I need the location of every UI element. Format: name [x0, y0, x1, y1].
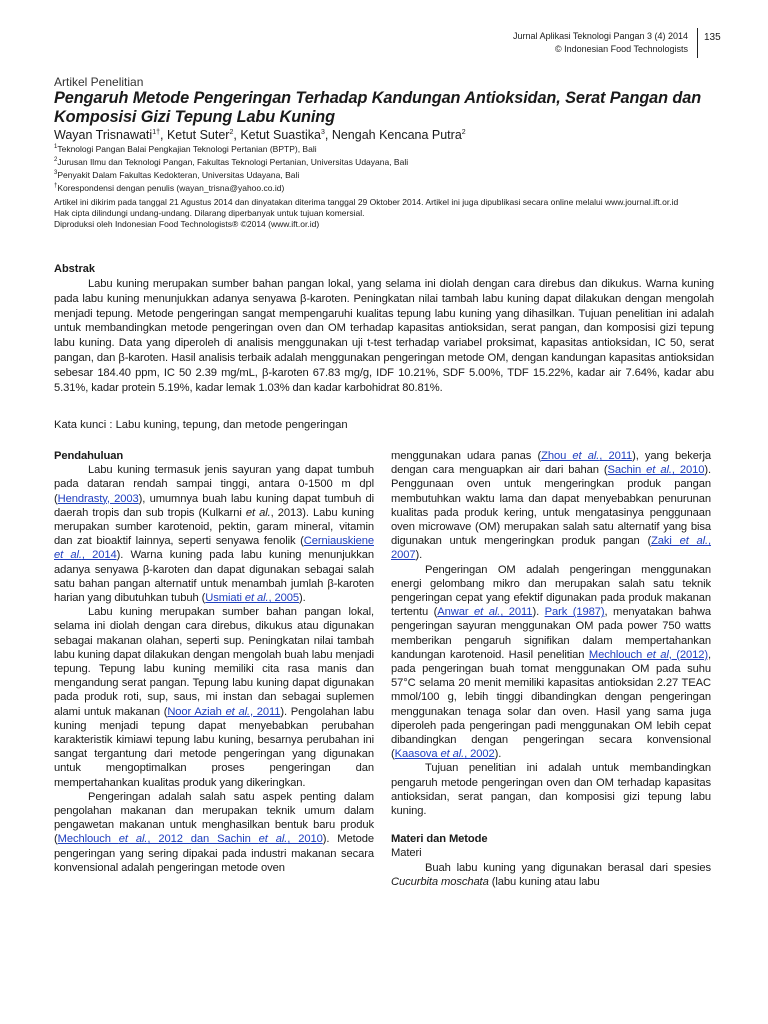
- text-run: ).: [532, 606, 545, 619]
- citation-link[interactable]: et al: [646, 648, 669, 661]
- text-run: Pengeringan adalah salah satu aspek penting dalam pengolahan makanan dan merupakan teknik umum dalam pengawetan makanan untuk menghasilkan bentuk baru produk (: [54, 790, 374, 846]
- author-name: Ketut Suter: [166, 128, 230, 143]
- author-affiliation-mark: 2: [461, 129, 466, 136]
- page-number: 135: [704, 32, 721, 43]
- affiliation-mark: 1: [54, 144, 58, 150]
- citation-link[interactable]: Usmiati: [205, 592, 245, 605]
- text-run: ). Warna kuning pada labu kuning menunjukkan adanya senyawa β-karoten dan dapat digunakan sebagai salah satu bahan pangan alternatif untuk menambah jumlah β-karoten harian yang dibutuhkan tubuh (: [54, 549, 374, 605]
- text-run: Labu kuning termasuk jenis sayuran yang dapat tumbuh pada dataran rendah sampai tinggi, antara 0-1500 m dpl (: [54, 464, 374, 505]
- citation-link[interactable]: Park (1987): [544, 606, 605, 619]
- text-run: menggunakan udara panas (: [391, 450, 542, 462]
- abstract-heading: Abstrak: [54, 263, 95, 275]
- article-title: Pengaruh Metode Pengeringan Terhadap Kandungan Antioksidan, Serat Pangan dan Komposisi Gizi Tepung Labu Kuning: [54, 89, 702, 126]
- abstract-text: Labu kuning merupakan sumber bahan pangan lokal, yang selama ini diolah dengan cara direbus dan dikukus. Warna kuning pada labu kuning menunjukkan adanya senyawa β-karoten. Peningkatan nilai tambah labu kuning dapat dilakukan dengan mengolah menjadi tepung. Metode pengeringan sangat mempengaruhi kualitas tepung labu kuning yang dihasilkan. Tujuan penelitian ini adalah untuk membandingkan metode pengeringan oven dan OM terhadap kapasitas antioksidan, serat pangan, dan komposisi gizi tepung labu kuning. Data yang diperoleh di analisis menggunakan uji t-test terhadap variabel proksimat, kapasitas antioksidan, IC 50, serat pangan, dan β-karoten. Hasil analisis terbaik adalah menggunakan pengeringan metode OM, dengan kandungan kapasitas antioksidan sebesar 184.40 ppm, IC 50 2.39 mg/mL, β-karoten 67.83 mg/g, IDF 10.21%, SDF 5.00%, TDF 15.22%, kadar air 7.64%, kadar abu 5.31%, kadar protein 5.19%, kadar lemak 1.03% dan kadar karbohidrat 80.81%.: [54, 278, 714, 394]
- affiliation-line: [54, 181, 714, 194]
- citation-link[interactable]: Hendrasty, 2003: [57, 492, 139, 505]
- affiliation-text: Teknologi Pangan Balai Pengkajian Teknologi Pertanian (BPTP), Bali: [57, 143, 317, 154]
- citation-link[interactable]: et al.: [646, 464, 672, 477]
- affiliation-line: [54, 155, 714, 168]
- citation-link[interactable]: , 2005: [268, 592, 300, 605]
- text-run: , pada pengeringan buah tomat menggunakan OM pada suhu 57°C selama 20 menit memiliki kapasitas antioksidan 2.27 TEAC mmol/100 g, lebih tinggi dibandingkan dengan pengeringan menggunakan tenaga solar dan oven. Hasil yang sama juga diperoleh pada pengeringan padi menggunakan OM lebih cepat dibandingkan dengan pengeringan secara konvensional (: [391, 648, 711, 761]
- citation-link[interactable]: Kaasova: [394, 748, 441, 761]
- text-run: et al.: [245, 506, 271, 519]
- citation-link[interactable]: , (2012): [668, 648, 708, 661]
- citation-link[interactable]: , 2012 dan Sachin: [147, 833, 259, 846]
- citation-link[interactable]: Noor Aziah: [167, 705, 226, 718]
- text-run: Buah labu kuning yang digunakan berasal dari spesies: [425, 861, 711, 874]
- citation-link[interactable]: Mechlouch: [57, 833, 119, 846]
- citation-link[interactable]: , 2010: [671, 464, 705, 477]
- left-column: [54, 449, 374, 875]
- citation-link[interactable]: et al.: [118, 833, 148, 846]
- text-run: Cucurbita moschata: [391, 875, 489, 888]
- citation-link[interactable]: Sachin: [607, 464, 647, 477]
- citation-link[interactable]: , 2011: [599, 450, 633, 462]
- text-run: Tujuan penelitian ini adalah untuk membandingkan pengaruh metode pengeringan oven dan OM terhadap kapasitas antioksidan, serat pangan, dan komposisi gizi tepung labu kuning.: [391, 762, 711, 818]
- citation-link[interactable]: Mechlouch: [588, 648, 647, 661]
- author-affiliation-mark: 1†: [152, 129, 160, 136]
- text-run: ). Pengolahan labu kuning menjadi tepung dapat menyebabkan perubahan karakteristik kimiawi tepung labu kuning, besarnya perubahan ini sangat tergantung dari metode pengeringan yang digunakan untuk mengoptimalkan proses pengeringan dan mempertahankan kualitas produk yang dikeringkan.: [54, 705, 375, 789]
- copyright-line: © Indonesian Food Technologists: [554, 44, 688, 54]
- text-run: , 2013). Labu kuning merupakan sumber karotenoid, pektin, garam mineral, vitamin dan zat bioaktif lainnya, seperti senyawa fenolik (: [54, 506, 375, 548]
- author-name: Ketut Suastika: [240, 128, 321, 143]
- citation-link[interactable]: et al.: [244, 592, 269, 605]
- paragraph: [391, 861, 711, 889]
- text-run: Pengeringan OM adalah pengeringan menggunakan energi gelombang mikro dan merupakan salah satu teknik pengeringan cepat yang efektif digunakan pada produk makanan tertentu (: [391, 563, 711, 619]
- keywords: Kata kunci : Labu kuning, tepung, dan metode pengeringan: [54, 419, 348, 431]
- affiliation-line: [54, 168, 714, 181]
- author-affiliation-mark: 2: [229, 129, 234, 136]
- spacer: [391, 818, 711, 832]
- author-list: Wayan Trisnawati$^{1\dagger}$, Ketut Suter$^2$, Ketut Suastika$^3$, Nengah Kencana Putra$^2$: [54, 128, 466, 143]
- citation-link[interactable]: , 2007: [391, 535, 712, 562]
- author-affiliation-mark: 3: [320, 129, 325, 136]
- citation-link[interactable]: , 2011: [249, 705, 281, 718]
- affiliations: [54, 142, 714, 230]
- citation-link[interactable]: Zhou: [541, 450, 573, 462]
- paragraph: [54, 790, 374, 875]
- citation-link[interactable]: Anwar: [437, 606, 475, 619]
- citation-link[interactable]: et al.: [679, 535, 708, 548]
- citation-link[interactable]: et al.: [54, 549, 82, 562]
- right-column: [391, 449, 711, 889]
- paragraph: [391, 563, 711, 762]
- header-divider: [697, 28, 698, 58]
- citation-link[interactable]: Cerniauskiene: [303, 535, 374, 548]
- paragraph: [54, 463, 374, 605]
- citation-link[interactable]: et al.: [474, 606, 501, 619]
- article-note: Diproduksi oleh Indonesian Food Technologists® ©2014 (www.ift.or.id): [54, 219, 320, 230]
- article-note: Artikel ini dikirim pada tanggal 21 Agustus 2014 dan dinyatakan diterima tanggal 29 Oktober 2014. Artikel ini juga dipublikasi secara online melalui www.journal.ift.or.id: [54, 196, 679, 207]
- citation-link[interactable]: , 2011: [500, 606, 533, 619]
- text-run: ).: [415, 549, 423, 562]
- article-note: Hak cipta dilindungi undang-undang. Dilarang diperbanyak untuk tujuan komersial.: [54, 207, 365, 218]
- affiliation-mark: 2: [54, 157, 58, 164]
- affiliation-mark: 3: [54, 170, 58, 177]
- article-type: Artikel Penelitian: [54, 75, 144, 89]
- text-run: Labu kuning merupakan sumber bahan pangan lokal, selama ini diolah dengan cara direbus, dikukus atau digunakan sebagai makanan olahan, seperti sup. Peningkatan nilai tambah labu kuning dapat dilakukan dengan mengolah buah labu menjadi tepung. Tepung labu kuning memiliki cita rasa manis dan mengandung serat pangan. Tepung labu kuning dapat digunakan pada produk roti, sup, saus, mi instan dan sebagai suplemen alami untuk makanan (: [54, 606, 374, 718]
- text-run: ). Metode pengeringan yang sering dipakai pada industri makanan secara konvensional adalah pengeringan metode oven: [54, 833, 374, 874]
- citation-link[interactable]: , 2010: [287, 833, 323, 846]
- text-run: ).: [494, 748, 502, 761]
- text-run: ). Penggunaan oven untuk mengeringkan produk pangan membutuhkan waktu lama dan dapat menyebabkan penurunan kualitas pada produk kering, untuk mengatasinya penggunaan oven microwave (OM) merupakan salah satu alternatif yang bisa digunakan untuk mengeringkan produk pangan (: [391, 464, 711, 548]
- text-run: (labu kuning atau labu: [488, 875, 600, 888]
- text-run: ), umumnya buah labu kuning dapat tumbuh di daerah tropis dan sub tropis (Kulkarni: [54, 492, 374, 519]
- citation-link[interactable]: , 2002: [464, 748, 495, 761]
- paragraph: [54, 605, 374, 790]
- citation-link[interactable]: , 2014: [81, 549, 117, 562]
- journal-header: [480, 30, 688, 56]
- paragraph: [391, 449, 711, 563]
- subsection-heading-materials: Materi: [391, 847, 422, 860]
- author-name: Wayan Trisnawati: [54, 128, 153, 143]
- affiliation-text: Korespondensi dengan penulis (wayan_trisna@yahoo.co.id): [57, 183, 285, 194]
- affiliation-text: Penyakit Dalam Fakultas Kedokteran, Universitas Udayana, Bali: [57, 170, 300, 181]
- section-heading-methods: Materi dan Metode: [391, 833, 488, 846]
- section-heading-introduction: Pendahuluan: [54, 450, 124, 462]
- affiliation-mark: †: [54, 183, 58, 190]
- paragraph: [391, 761, 711, 818]
- citation-link[interactable]: et al.: [572, 450, 600, 462]
- text-run: ).: [299, 592, 306, 605]
- citation-link[interactable]: et al.: [225, 705, 250, 718]
- affiliation-line: [54, 142, 714, 155]
- text-run: ), yang bekerja dengan cara menguapkan air dari bahan (: [391, 450, 711, 477]
- affiliation-text: Jurusan Ilmu dan Teknologi Pangan, Fakultas Teknologi Pertanian, Universitas Udayana, Bali: [57, 156, 409, 167]
- text-run: , menyatakan bahwa pengeringan sayuran menggunakan OM pada power 750 watts memberikan pengaruh signifikan dalam mempertahankan kandungan karotenoid. Hasil penelitian: [391, 606, 711, 661]
- author-name: Nengah Kencana Putra: [331, 128, 462, 143]
- citation-link[interactable]: et al.: [258, 833, 288, 846]
- citation-link[interactable]: Zaki: [651, 535, 680, 548]
- journal-line: Jurnal Aplikasi Teknologi Pangan 3 (4) 2014: [513, 31, 688, 41]
- citation-link[interactable]: et al.: [440, 748, 465, 761]
